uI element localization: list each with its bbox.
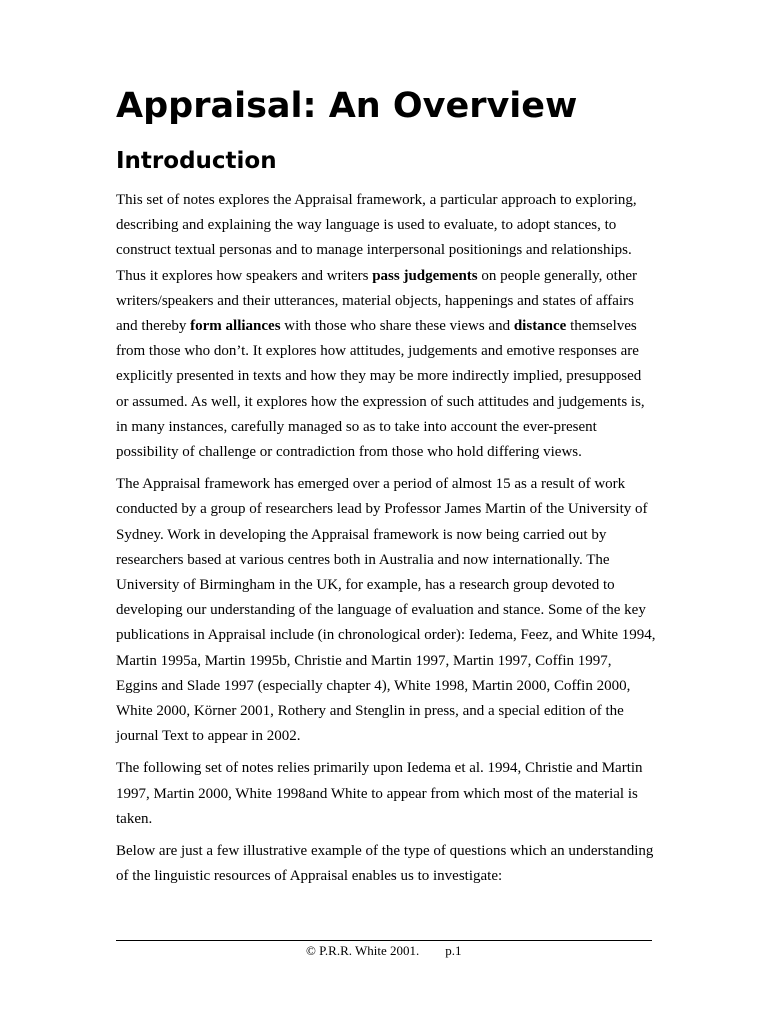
bold-term-distance: distance (513, 318, 567, 335)
paragraph-text: themselves from those who don’t. It explores how attitudes, judgements and emotive responses are explicitly presented in texts and how they may be more indirectly implied, presupposed or assumed. As well, it explores how the expression of such attitudes and judgements is, in many instances, carefully managed so as to take into account the ever-present possibility of challenge or contradiction from those who hold differing views. (116, 318, 645, 461)
footer-copyright: © P.R.R. White 2001. (306, 943, 420, 958)
page-footer (306, 943, 462, 959)
document-body (116, 188, 656, 896)
paragraph-questions-intro: Below are just a few illustrative example of the type of questions which an understanding of the linguistic resources of Appraisal enables us to investigate: (116, 843, 654, 885)
footer-page-number: p.1 (445, 943, 462, 958)
paragraph-text: This set of notes explores the Appraisal framework, a particular approach to exploring, describing and explaining the way language is used to evaluate, to adopt stances, to construct textual personas and to manage interpersonal positionings and relationships. Thus it explores how speakers and writers (116, 192, 637, 284)
document-title: Appraisal: An Overview (116, 86, 578, 126)
bold-term-form-alliances: form alliances (190, 318, 281, 335)
paragraph-text: on people generally, other writers/speakers and their utterances, material objects, happenings and states of affairs and thereby (116, 267, 638, 335)
paragraph-text: with those who share these views and (280, 318, 514, 335)
section-heading: Introduction (116, 148, 277, 174)
paragraph-intro (116, 188, 656, 465)
paragraph-history: The Appraisal framework has emerged over a period of almost 15 as a result of work conducted by a group of researchers lead by Professor James Martin of the University of Sydney. Work in developing the Appraisal framework is now being carried out by researchers based at various centres both in Australia and now internationally. The University of Birmingham in the UK, for example, has a research group devoted to developing our understanding of the language of evaluation and stance. Some of the key publications in Appraisal include (in chronological order): Iedema, Feez, and White 1994, Martin 1995a, Martin 1995b, Christie and Martin 1997, Martin 1997, Coffin 1997, Eggins and Slade 1997 (especially chapter 4), White 1998, Martin 2000, Coffin 2000, White 2000, Körner 2001, Rothery and Stenglin in press, and a special edition of the journal Text to appear in 2002. (116, 476, 656, 745)
bold-term-pass-judgements: pass judgements (372, 267, 478, 284)
footer-divider (116, 940, 652, 941)
paragraph-sources: The following set of notes relies primarily upon Iedema et al. 1994, Christie and Martin 1997, Martin 2000, White 1998and White to appear from which most of the material is taken. (116, 760, 643, 827)
